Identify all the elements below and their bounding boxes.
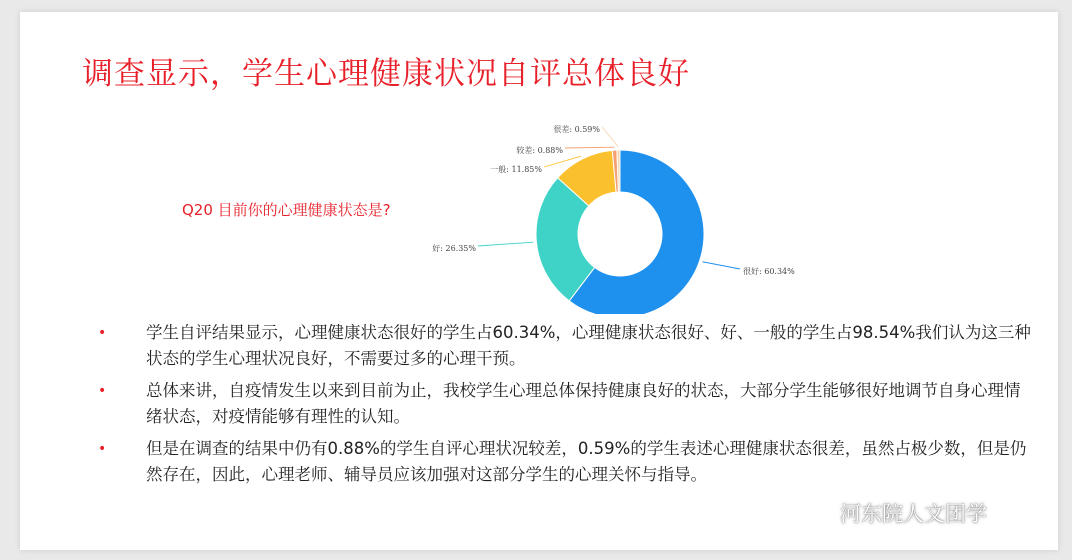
leader-line-4 <box>602 127 618 147</box>
bullet-text: 总体来讲，自疫情发生以来到目前为止，我校学生心理总体保持健康良好的状态，大部分学生能够很好地调节自身心理情绪状态，对疫情能够有理性的认知。 <box>146 381 1021 426</box>
slice-label-0: 很好: 60.34% <box>743 267 795 276</box>
watermark-text: 河东院人文团学 <box>840 502 987 526</box>
slice-label-1: 好: 26.35% <box>432 244 476 253</box>
leader-line-0 <box>702 262 740 269</box>
question-label: Q20 目前你的心理健康状态是? <box>182 201 391 219</box>
bullet-list <box>94 320 1034 494</box>
slide <box>20 12 1058 550</box>
bullet-dot: • <box>98 325 107 341</box>
bullet-text: 学生自评结果显示，心理健康状态很好的学生占60.34%，心理健康状态很好、好、一般的学生占98.54%我们认为这三种状态的学生心理状况良好，不需要过多的心理干预。 <box>146 323 1031 368</box>
bullet-item <box>94 378 1034 430</box>
leader-line-1 <box>478 242 533 246</box>
slice-label-4: 很差: 0.59% <box>553 125 600 134</box>
bullet-item <box>94 436 1034 488</box>
wechat-icon <box>800 501 830 525</box>
bullet-text: 但是在调查的结果中仍有0.88%的学生自评心理状况较差，0.59%的学生表述心理健康状态很差，虽然占极少数，但是仍然存在，因此，心理老师、辅导员应该加强对这部分学生的心理关怀与指导。 <box>146 439 1027 484</box>
leader-line-3 <box>565 147 614 148</box>
bullet-item <box>94 320 1034 372</box>
bullet-dot: • <box>98 383 107 399</box>
page-title: 调查显示，学生心理健康状况自评总体良好 <box>82 56 690 92</box>
watermark <box>800 498 987 528</box>
slice-label-2: 一般: 11.85% <box>490 165 542 174</box>
bullet-dot: • <box>98 441 107 457</box>
donut-chart <box>420 104 840 314</box>
slice-label-3: 较差: 0.88% <box>516 146 563 155</box>
